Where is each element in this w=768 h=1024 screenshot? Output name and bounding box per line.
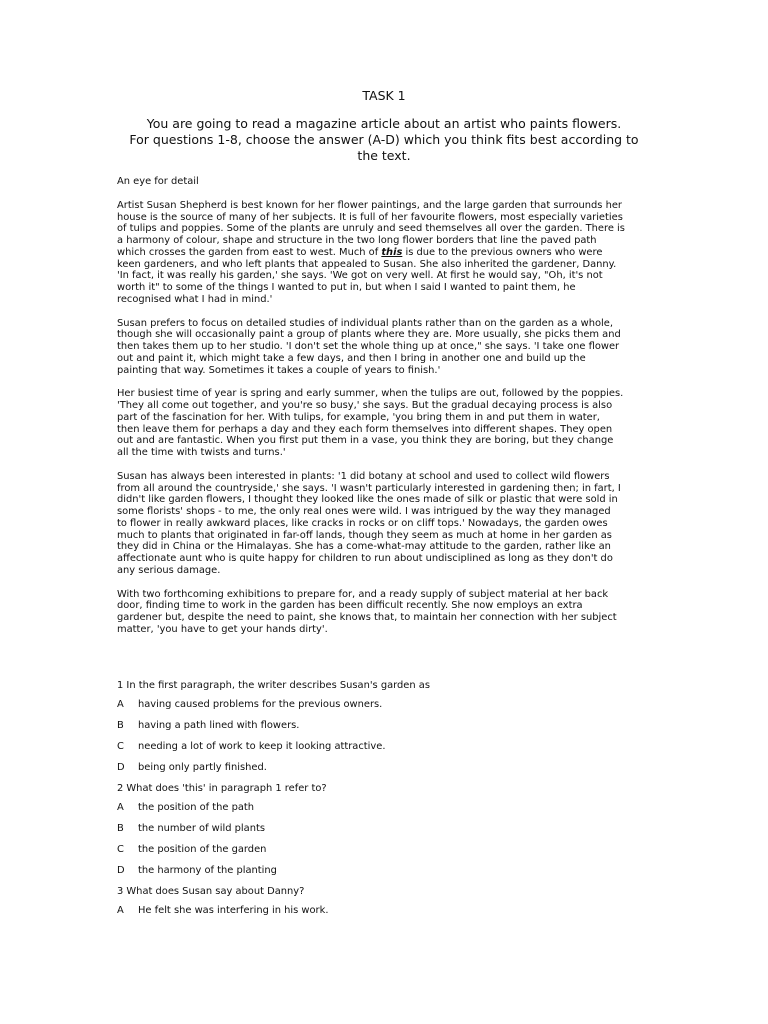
- option-letter: D: [117, 865, 125, 876]
- text-line: some florists' shops - to me, the only real ones were wild. I was intrigued by the way they managed: [117, 506, 611, 517]
- text-line: Susan prefers to focus on detailed studies of individual plants rather than on the garden as a whole,: [117, 317, 613, 329]
- question-2: [117, 783, 657, 877]
- option-text: the number of wild plants: [138, 823, 265, 834]
- option-letter: D: [117, 762, 125, 773]
- intro-line: the text.: [357, 148, 411, 163]
- text-line: out and paint it, which might take a few days, and then I bring in another one and build up the: [117, 352, 586, 364]
- text-line: [117, 247, 657, 259]
- answer-option-a: [117, 905, 657, 917]
- article-heading: An eye for detail: [117, 176, 199, 187]
- answer-option-d: [117, 865, 657, 877]
- task-title: TASK 1: [362, 88, 406, 103]
- text-line: With two forthcoming exhibitions to prepare for, and a ready supply of subject material at her back: [117, 588, 609, 600]
- question-list: [117, 680, 657, 926]
- option-text: the harmony of the planting: [138, 865, 277, 876]
- article-paragraph-2: [117, 318, 657, 377]
- article-paragraph-3: [117, 388, 657, 459]
- text-line: much to plants that originated in far-off lands, though they seem as much at home in her garden as: [117, 529, 612, 541]
- option-letter: A: [117, 802, 124, 813]
- text-line: of tulips and poppies. Some of the plants are unruly and seed themselves all over the garden. There is: [117, 223, 625, 235]
- task-instructions: [112, 116, 656, 164]
- option-text: He felt she was interfering in his work.: [138, 905, 329, 916]
- text-line: part of the fascination for her. With tulips, for example, 'you bring them in and put them in water,: [117, 411, 600, 423]
- question-stem: 1 In the first paragraph, the writer describes Susan's garden as: [117, 680, 430, 691]
- question-1: [117, 680, 657, 774]
- text-line: 'They all come out together, and you're so busy,' she says. But the gradual decaying process is also: [117, 400, 613, 411]
- intro-line: For questions 1-8, choose the answer (A-D) which you think fits best according to: [129, 132, 639, 147]
- answer-option-d: [117, 762, 657, 774]
- text-line: door, finding time to work in the garden has been difficult recently. She now employs an extra: [117, 600, 583, 612]
- question-3: [117, 886, 657, 917]
- option-letter: B: [117, 823, 124, 834]
- answer-option-a: [117, 802, 657, 814]
- text-line: gardener but, despite the need to paint, she knows that, to maintain her connection with her subject: [117, 612, 617, 623]
- text-line: then takes them up to her studio. 'I don't set the whole thing up at once," she says. 'I take one flower: [117, 341, 620, 352]
- text-line: out and are fantastic. When you first put them in a vase, you think they are boring, but they change: [117, 435, 614, 447]
- question-stem: 2 What does 'this' in paragraph 1 refer to?: [117, 783, 327, 794]
- option-letter: A: [117, 699, 124, 710]
- text-line: painting that way. Sometimes it takes a couple of years to finish.': [117, 364, 441, 376]
- article-paragraph-4: [117, 471, 657, 577]
- text-line: matter, 'you have to get your hands dirty'.: [117, 623, 328, 635]
- answer-option-c: [117, 844, 657, 856]
- article-paragraph-1: [117, 200, 657, 306]
- emphasized-word: this: [381, 246, 403, 258]
- text-line: house is the source of many of her subjects. It is full of her favourite flowers, most especially varieties: [117, 211, 623, 223]
- text-line: a harmony of colour, shape and structure in the two long flower borders that line the paved path: [117, 235, 597, 246]
- answer-option-c: [117, 741, 657, 753]
- option-letter: B: [117, 720, 124, 731]
- text-line: Her busiest time of year is spring and early summer, when the tulips are out, followed by the poppies.: [117, 388, 624, 400]
- option-text: being only partly finished.: [138, 762, 267, 773]
- text-line: worth it" to some of the things I wanted to put in, but when I said I wanted to paint them, he: [117, 282, 576, 293]
- text-line: any serious damage.: [117, 564, 221, 576]
- intro-line: You are going to read a magazine article about an artist who paints flowers.: [146, 116, 622, 131]
- text-line: recognised what I had in mind.': [117, 293, 273, 305]
- answer-option-b: [117, 720, 657, 732]
- text-line: they did in China or the Himalayas. She has a come-what-may attitude to the garden, rather like an: [117, 541, 611, 553]
- option-letter: A: [117, 905, 124, 916]
- option-text: the position of the path: [138, 802, 255, 813]
- text-line: to flower in really awkward places, like cracks in rocks or on cliff tops.' Nowadays, the garden owes: [117, 517, 608, 529]
- text-line: though she will occasionally paint a group of plants where they are. More usually, she picks them and: [117, 329, 621, 341]
- text-line: 'In fact, it was really his garden,' she says. 'We got on very well. At first he would say, "Oh, it's not: [117, 270, 603, 282]
- option-text: having caused problems for the previous owners.: [138, 699, 383, 710]
- option-text: needing a lot of work to keep it looking attractive.: [138, 741, 386, 752]
- option-letter: C: [117, 844, 124, 855]
- question-stem: 3 What does Susan say about Danny?: [117, 886, 305, 897]
- answer-option-a: [117, 699, 657, 711]
- text-segment: is due to the previous owners who were: [402, 246, 603, 258]
- text-line: keen gardeners, and who left plants that appealed to Susan. She also inherited the gardener, Danny.: [117, 258, 617, 270]
- text-line: all the time with twists and turns.': [117, 447, 286, 458]
- article: [117, 176, 657, 648]
- option-text: having a path lined with flowers.: [138, 720, 300, 731]
- text-segment: which crosses the garden from east to west. Much of: [117, 246, 382, 258]
- text-line: didn't like garden flowers, I thought they looked like the ones made of silk or plastic that were sold in: [117, 494, 618, 506]
- text-line: affectionate aunt who is quite happy for children to run about undisciplined as long as they don't do: [117, 553, 613, 564]
- text-line: from all around the countryside,' she says. 'I wasn't particularly interested in gardening then; in fart, I: [117, 482, 621, 494]
- text-line: Susan has always been interested in plants: '1 did botany at school and used to collect wild flowers: [117, 470, 610, 482]
- text-line: Artist Susan Shepherd is best known for her flower paintings, and the large garden that surrounds her: [117, 199, 622, 211]
- option-letter: C: [117, 741, 124, 752]
- answer-option-b: [117, 823, 657, 835]
- text-line: then leave them for perhaps a day and they each form themselves into different shapes. They open: [117, 423, 613, 435]
- article-paragraph-5: [117, 589, 657, 636]
- option-text: the position of the garden: [138, 844, 267, 855]
